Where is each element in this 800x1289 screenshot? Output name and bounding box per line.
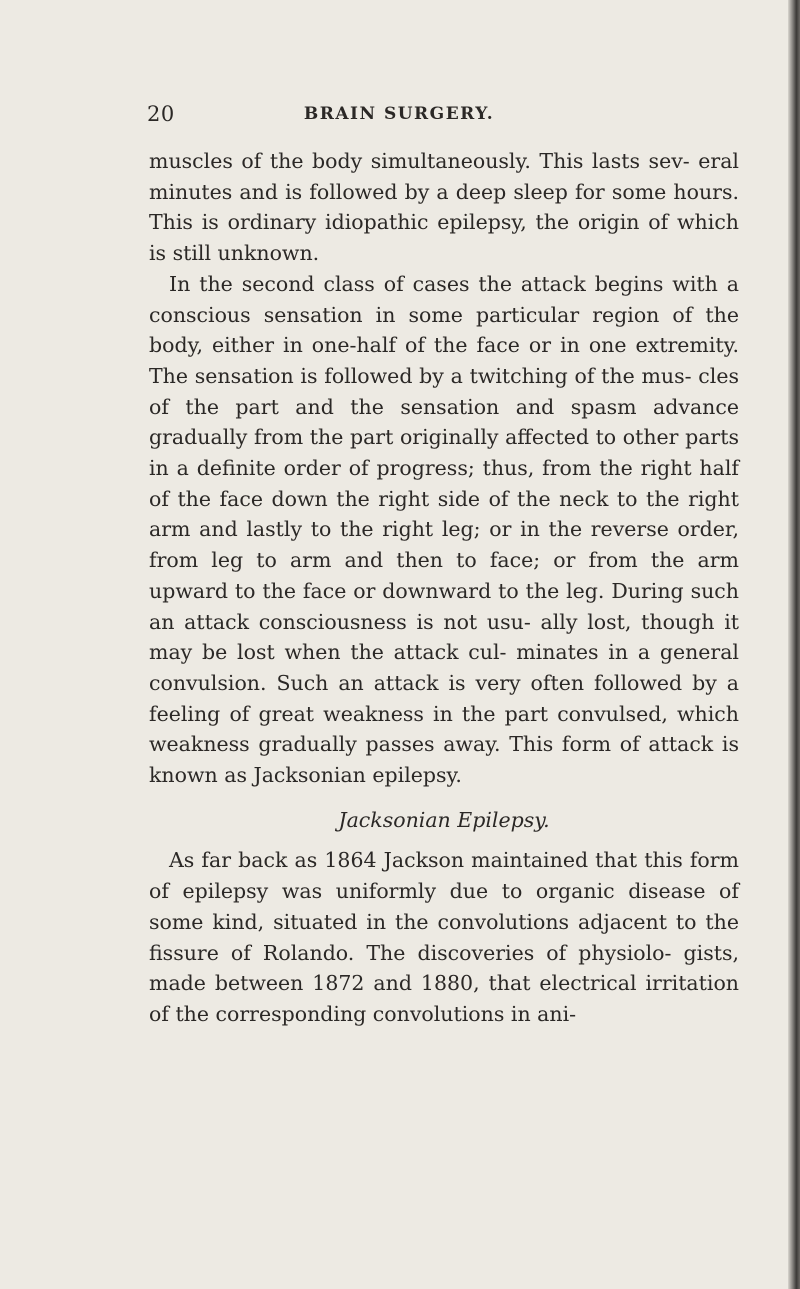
section-heading: Jacksonian Epilepsy. [338, 807, 550, 832]
body-text [149, 146, 739, 1030]
paragraph-1: muscles of the body simultaneously. This lasts sev- eral minutes and is followed by a deep sleep for some hours. This is ordinary idiopathic epilepsy, the origin of which is still unknown. [149, 149, 739, 266]
running-head: BRAIN SURGERY. [303, 104, 495, 124]
page-header [0, 100, 790, 130]
book-edge-shadow [788, 0, 800, 1289]
page-number: 20 [147, 102, 175, 126]
paragraph-2: In the second class of cases the attack begins with a conscious sensation in some particular region of the body, either in one-half of the face or in one extremity. The sensation is followed by a twitching of the mus- cles of the part and the sensation and spasm advance gradually from the part originally affected to other parts in a definite order of progress; thus, from the right half of the face down the right side of the neck to the right arm and lastly to the right leg; or in the reverse order, from leg to arm and then to face; or from the arm upward to the face or downward to the leg. During such an attack consciousness is not usu- ally lost, though it may be lost when the attack cul- minates in a general convulsion. Such an attack is very often followed by a feeling of great weakness in the part convulsed, which weakness gradually passes away. This form of attack is known as Jacksonian epilepsy. [149, 271, 739, 788]
paragraph-3: As far back as 1864 Jackson maintained that this form of epilepsy was uniformly due to organic disease of some kind, situated in the convolutions adjacent to the fissure of Rolando. The discoveries of physiolo- gists, made between 1872 and 1880, that electrical irritation of the corresponding convolutions in ani- [149, 848, 739, 1026]
